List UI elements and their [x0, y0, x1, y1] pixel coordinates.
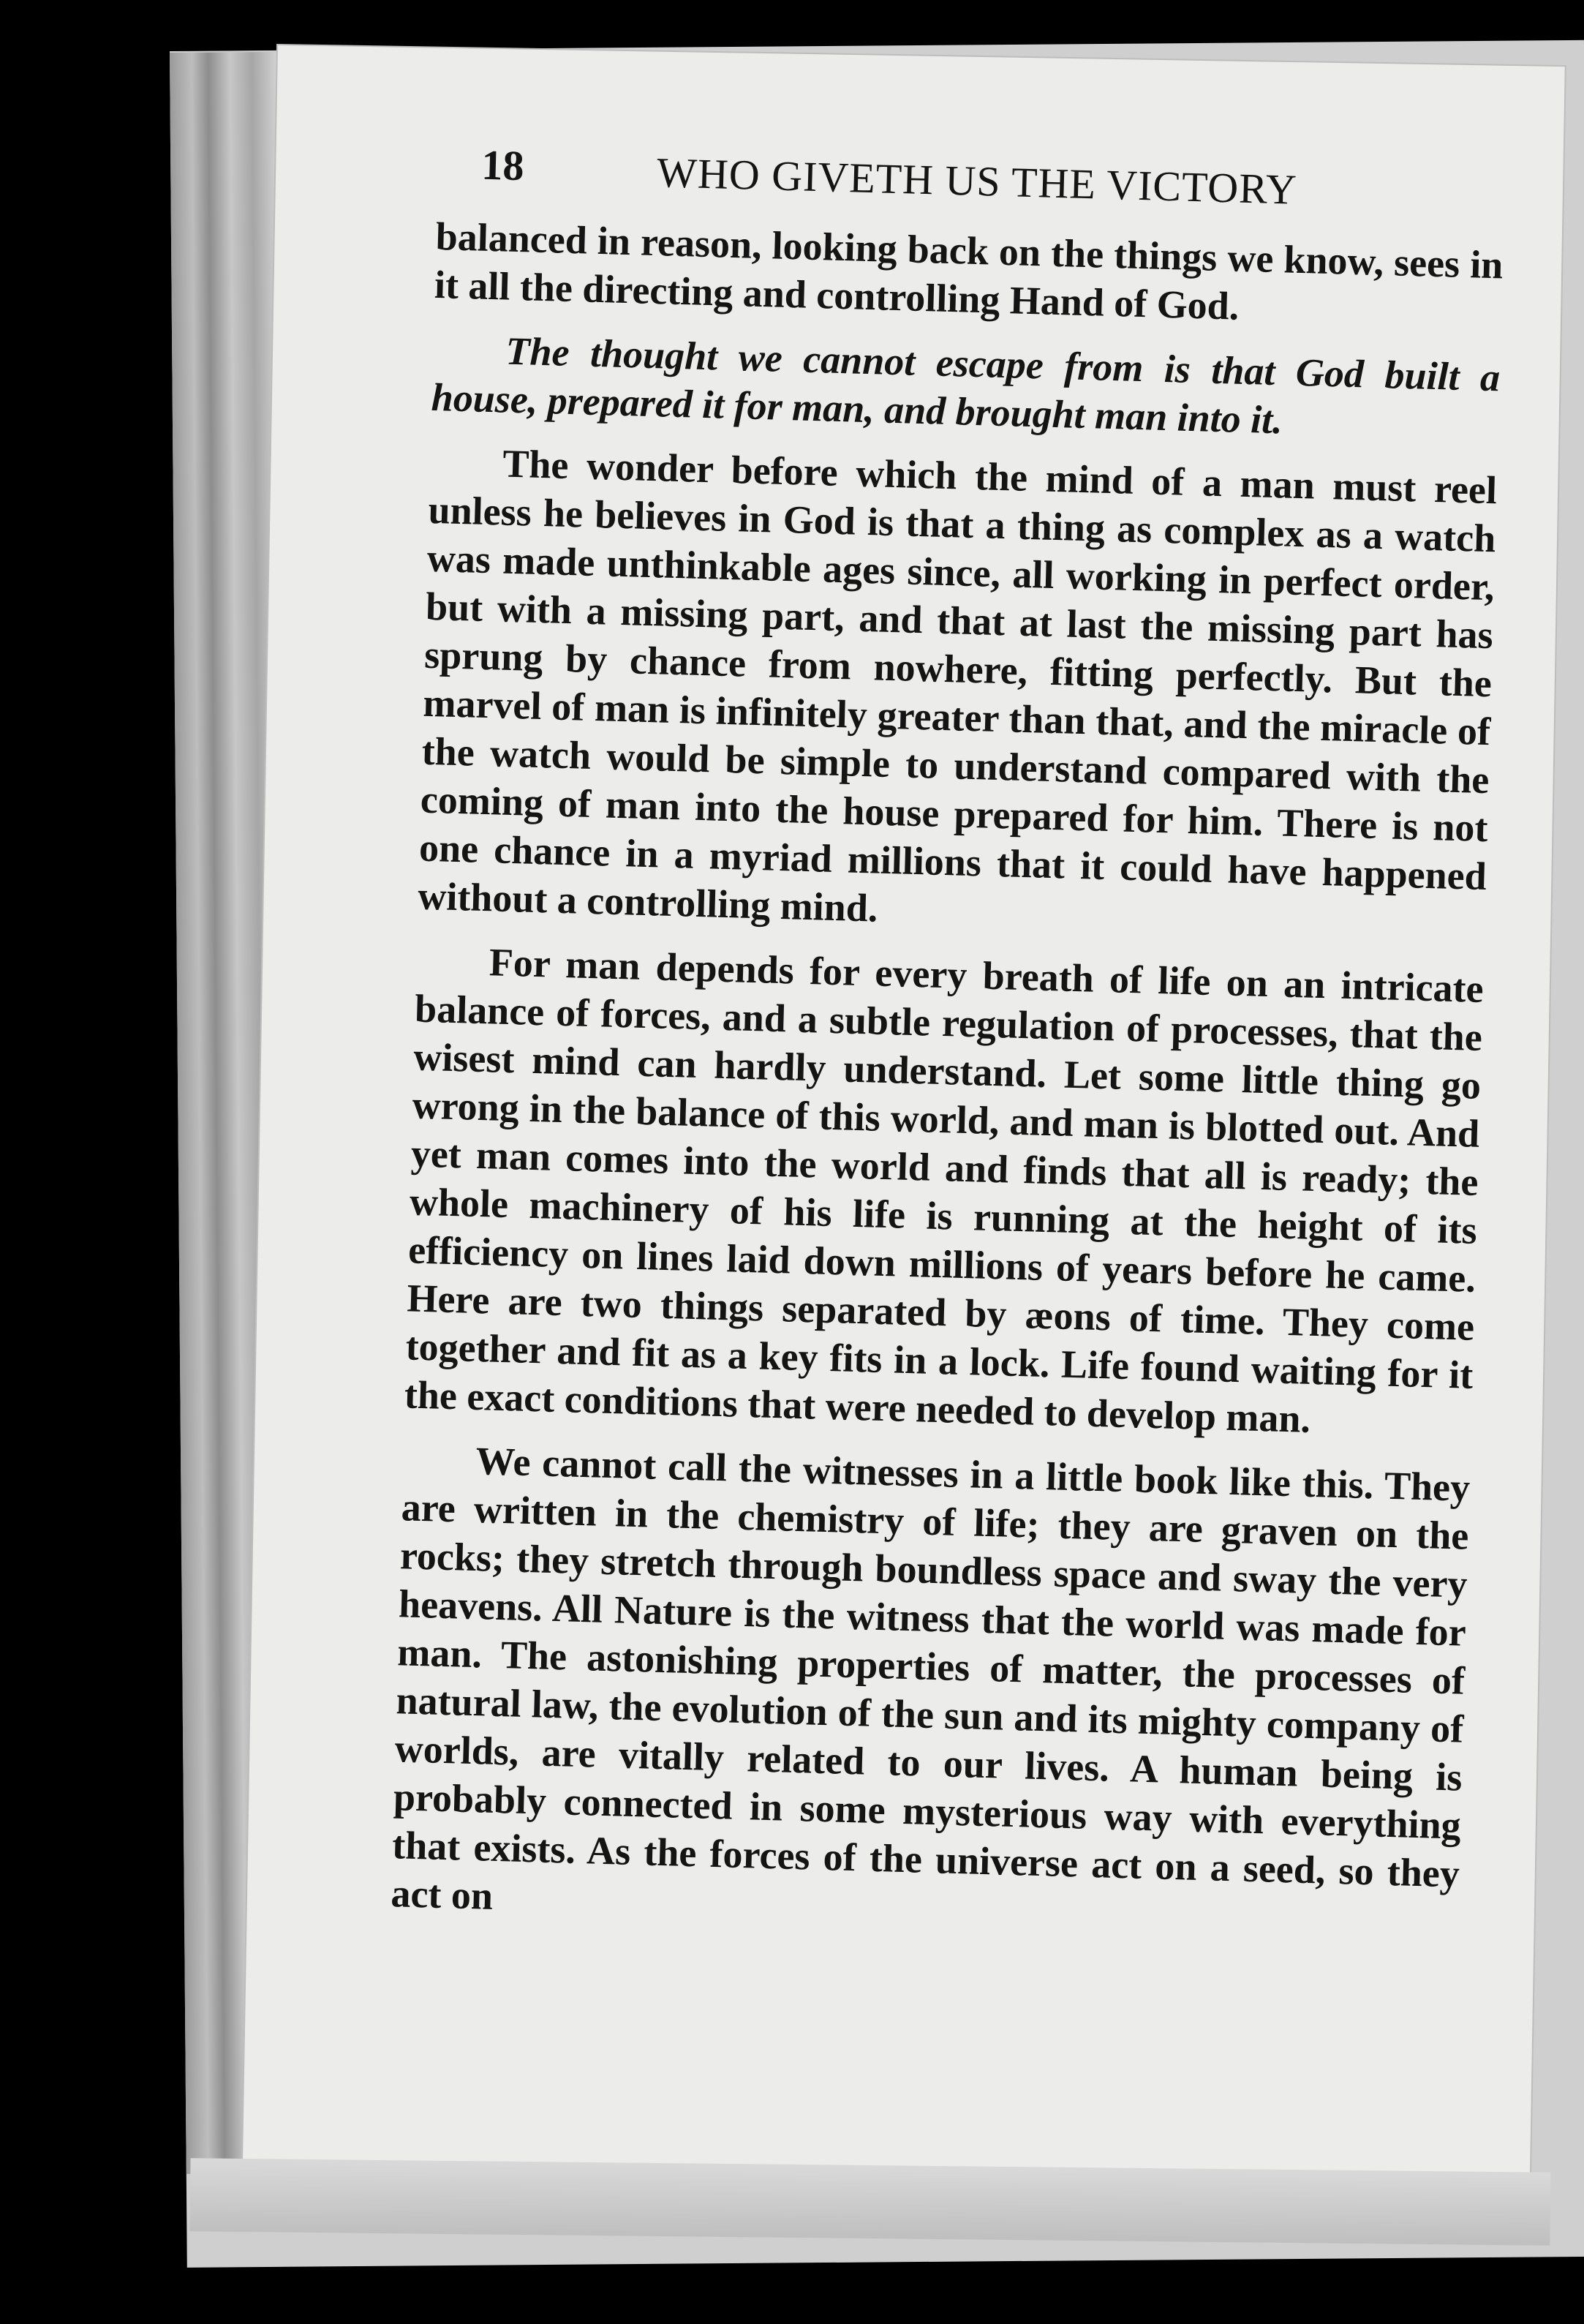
paragraph: For man depends for every breath of life on an intricate balance of forces, and a subtle regulation of processes, that the wisest mind can hardly understand. Let some little thing go wrong in the balance of this world, and man is blotted out. And yet man comes into the world and finds that all is ready; the whole machinery of his life is running at the height of its efficiency on lines laid down millions of years before he came. Here are two things separated by æons of time. They come together and fit as a key fits in a lock. Life found waiting for it the exact conditions that were needed to develop man.	[404, 940, 1485, 1441]
paragraph: The wonder before which the mind of a man must reel unless he believes in God is that a thing as complex as a watch was made unthinkable ages since, all working in perfect order, but with a missing part, and that at last the missing part has sprung by chance from nowhere, fitting perfectly. But the marvel of man is infinitely greater than that, and the miracle of the watch would be simple to understand compared with the coming of man into the house prepared for him. There is not one chance in a myriad millions that it could have happened without a controlling mind.	[417, 441, 1498, 930]
italic-paragraph: The thought we cannot escape from is that God built a house, prepared it for man, and brought man into it.	[431, 328, 1501, 443]
paragraph: We cannot call the witnesses in a little book like this. They are written in the chemistry of life; they are graven on the rocks; they stretch through boundless space and sway the very heavens. All Nature is the witness that the world was made for man. The astonishing properties of matter, the processes of natural law, the evolution of the sun and its mighty company of worlds, are vitally related to our lives. A human being is probably connected in some mysterious way with everything that exists. As the forces of the universe act on a seed, so they act on	[390, 1439, 1471, 1918]
paragraph: balanced in reason, looking back on the things we know, sees in it all the directing and controlling Hand of God.	[434, 214, 1504, 328]
running-head: WHO GIVETH US THE VICTORY	[656, 148, 1298, 214]
page-content	[390, 124, 1506, 1963]
page-bottom-edges	[190, 2158, 1551, 2245]
page-number: 18	[480, 140, 525, 190]
